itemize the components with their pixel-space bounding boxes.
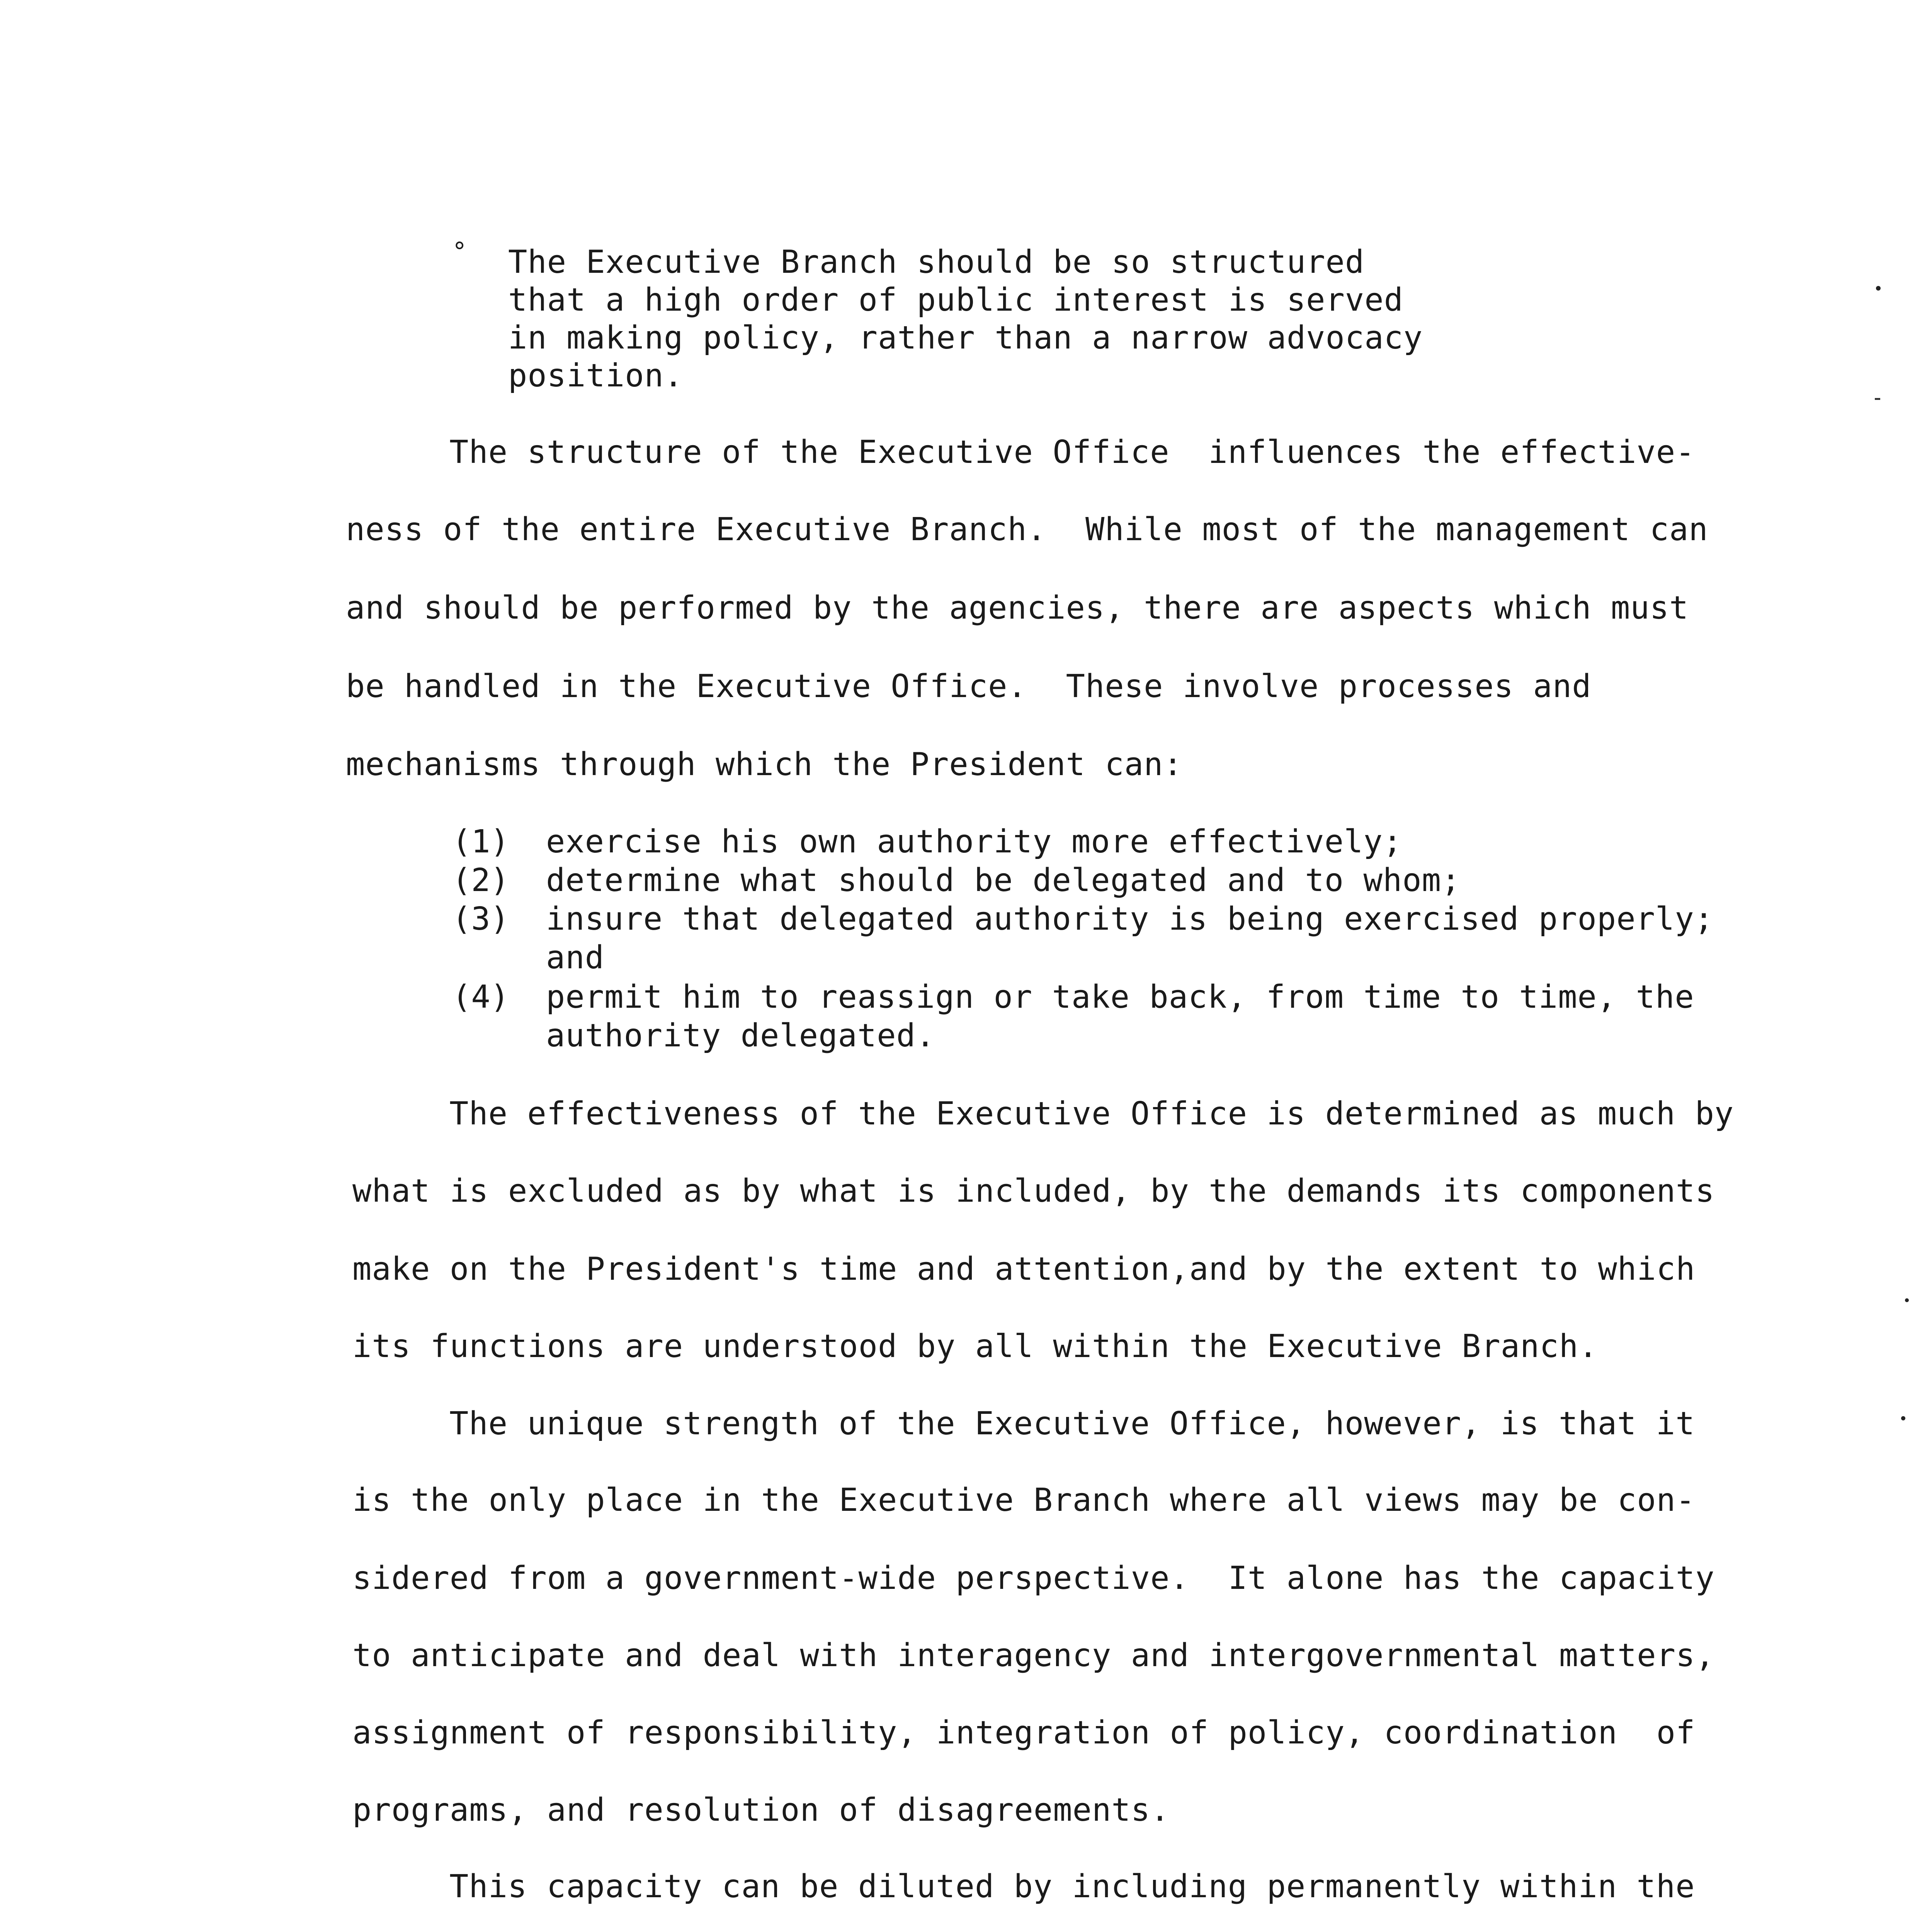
list-item-text: insure that delegated authority is being exercised properly; — [546, 901, 1714, 937]
list-item-text: determine what should be delegated and to whom; — [546, 862, 1461, 899]
list-item-text: and — [546, 939, 605, 976]
scan-speck — [1901, 1416, 1905, 1420]
bullet-line: The Executive Branch should be so structured — [508, 244, 1365, 281]
paragraph-line: and should be performed by the agencies, there are aspects which must — [346, 590, 1689, 626]
paragraph-line: The effectiveness of the Executive Office is determined as much by — [449, 1095, 1734, 1132]
list-item-text: permit him to reassign or take back, from time to time, the — [546, 979, 1694, 1015]
scan-mark — [1875, 398, 1880, 400]
paragraph-line: programs, and resolution of disagreements. — [352, 1792, 1170, 1828]
list-item-number: (4) — [452, 979, 510, 1015]
paragraph-line: to anticipate and deal with interagency and intergovernmental matters, — [352, 1637, 1715, 1674]
paragraph-line: its functions are understood by all within the Executive Branch. — [352, 1328, 1598, 1365]
bullet-line: that a high order of public interest is served — [508, 282, 1403, 318]
bullet-line: in making policy, rather than a narrow advocacy — [508, 320, 1423, 356]
list-item-text: exercise his own authority more effectively; — [546, 823, 1403, 860]
paragraph-line: is the only place in the Executive Branch where all views may be con- — [352, 1482, 1696, 1519]
list-item-number: (2) — [452, 862, 510, 899]
paragraph-line: This capacity can be diluted by including permanently within the — [449, 1868, 1695, 1905]
paragraph-line: The structure of the Executive Office influences the effective- — [449, 434, 1695, 471]
bullet-symbol: ° — [452, 238, 467, 266]
paragraph-line: The unique strength of the Executive Office, however, is that it — [449, 1405, 1695, 1442]
scan-speck — [1876, 286, 1881, 291]
paragraph-line: ness of the entire Executive Branch. While most of the management can — [346, 511, 1708, 548]
paragraph-line: assignment of responsibility, integration of policy, coordination of — [352, 1714, 1696, 1751]
list-item-number: (3) — [452, 901, 510, 937]
paragraph-line: be handled in the Executive Office. These involve processes and — [346, 668, 1592, 705]
paragraph-line: what is excluded as by what is included, by the demands its components — [352, 1173, 1715, 1209]
bullet-line: position. — [508, 357, 684, 394]
paragraph-line: mechanisms through which the President can: — [346, 746, 1183, 783]
paragraph-line: sidered from a government-wide perspective. It alone has the capacity — [352, 1560, 1715, 1597]
scan-speck — [1905, 1298, 1909, 1302]
list-item-number: (1) — [452, 823, 510, 860]
list-item-text: authority delegated. — [546, 1017, 935, 1054]
paragraph-line: make on the President's time and attention,and by the extent to which — [352, 1251, 1696, 1287]
